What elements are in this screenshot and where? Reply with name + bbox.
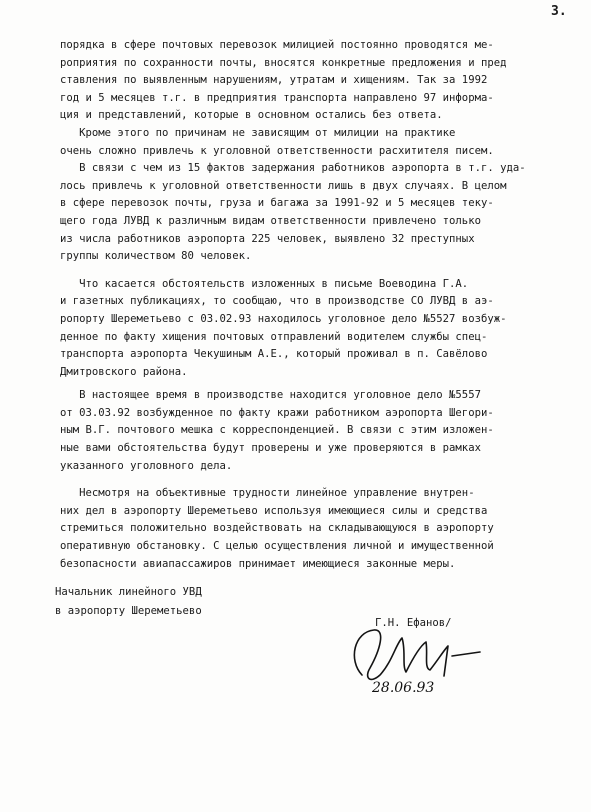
text-line: роприятия по сохранности почты, вносятся конкретные предложения и пред <box>60 56 507 69</box>
text-line: транспорта аэропорта Чекушиным А.Е., который проживал в п. Савёлово <box>60 348 488 361</box>
text-line: Дмитровского района. <box>60 365 188 378</box>
text-line: лось привлечь к уголовной ответственности лишь в двух случаях. В целом <box>60 179 507 192</box>
text-line: от 03.03.92 возбужденное по факту кражи работником аэропорта Шегори- <box>60 406 494 419</box>
text-line: группы количеством 80 человек. <box>60 250 252 263</box>
text-line: них дел в аэропорту Шереметьево используя имеющиеся силы и средства <box>60 504 488 517</box>
text-line: год и 5 месяцев т.г. в предприятия транспорта направлено 97 информа- <box>60 91 494 104</box>
text-line: Что касается обстоятельств изложенных в письме Воеводина Г.А. <box>60 277 469 290</box>
paragraph-postal-measures <box>60 37 560 125</box>
text-line: В настоящее время в производстве находится уголовное дело №5557 <box>60 389 481 402</box>
text-line: ция и представлений, которые в основном остались без ответа. <box>60 109 443 122</box>
text-line: и газетных публикациях, то сообщаю, что в производстве СО ЛУВД в аэ- <box>60 295 494 308</box>
text-line: ропорту Шереметьево с 03.02.93 находилось уголовное дело №5527 возбуж- <box>60 312 507 325</box>
text-line: Несмотря на объективные трудности линейное управление внутрен- <box>60 487 475 500</box>
text-line: из числа работников аэропорта 225 человек, выявлено 32 преступных <box>60 232 475 245</box>
text-line: стремиться положительно воздействовать на складывающуюся в аэропорту <box>60 522 494 535</box>
text-line: оперативную обстановку. С целью осуществления личной и имущественной <box>60 540 494 553</box>
paragraph-case-5527 <box>60 276 560 382</box>
text-line: порядка в сфере почтовых перевозок милицией постоянно проводятся ме- <box>60 39 494 51</box>
signer-name: Г.Н. Ефанов/ <box>375 617 452 629</box>
letter-body <box>60 37 560 573</box>
text-line: Кроме этого по причинам не зависящим от милиции на практике <box>60 126 456 139</box>
handwritten-date: 28.06.93 <box>372 680 435 696</box>
signer-title: Начальник линейного УВД <box>55 586 202 598</box>
text-line: денное по факту хищения почтовых отправлений водителем службы спец- <box>60 330 488 343</box>
text-line: безопасности авиапассажиров принимает имеющиеся законные меры. <box>60 557 456 570</box>
paragraph-conclusion <box>60 485 560 573</box>
text-line: указанного уголовного дела. <box>60 459 233 472</box>
page-number: 3. <box>551 4 567 19</box>
text-line: ставления по выявленным нарушениям, утратам и хищениям. Так за 1992 <box>60 74 488 87</box>
paragraph-case-5557 <box>60 387 560 475</box>
signer-block <box>55 583 315 621</box>
text-line: очень сложно привлечь к уголовной ответственности расхитителя писем. <box>60 144 494 157</box>
text-line: ные вами обстоятельства будут проверены и уже проверяются в рамках <box>60 442 481 455</box>
paragraph-prosecution-difficulty <box>60 125 560 266</box>
text-line: ным В.Г. почтового мешка с корреспонденцией. В связи с этим изложен- <box>60 424 494 437</box>
text-line: щего года ЛУВД к различным видам ответственности привлечено только <box>60 214 481 227</box>
text-line: в сфере перевозок почты, грузa и багажа за 1991-92 и 5 месяцев теку- <box>60 197 494 210</box>
text-line: В связи с чем из 15 фактов задержания работников аэропорта в т.г. уда- <box>60 162 526 175</box>
signer-organization: в аэропорту Шереметьево <box>55 605 202 617</box>
